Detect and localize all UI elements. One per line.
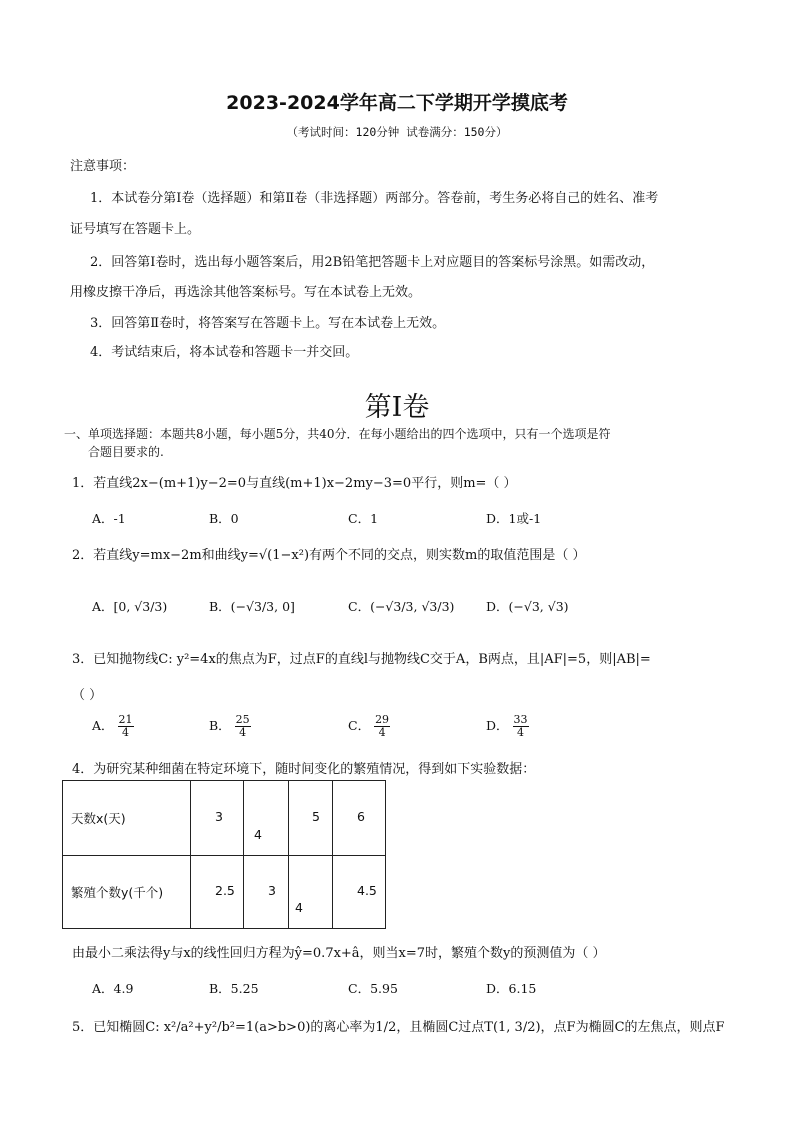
question-4-regression: 由最小二乘法得y与x的线性回归方程为ŷ=0.7x+â，则当x=7时，繁殖个数y的预测值为（ ）: [72, 946, 606, 961]
question-3-paren: （ ）: [72, 688, 103, 703]
experiment-data-table: [62, 780, 386, 929]
notice-heading: 注意事项：: [70, 159, 136, 174]
q3-option-a-label: A．: [92, 718, 114, 733]
day-value-2: 4: [254, 827, 262, 842]
question-3-stem: 3．已知抛物线C: y²=4x的焦点为F，过点F的直线l与抛物线C交于A，B两点，且|AF|=5，则|AB|=: [72, 652, 651, 667]
notice-item-1-line-2: 证号填写在答题卡上。: [70, 222, 201, 237]
q3-option-b-denominator: 4: [239, 726, 247, 739]
exam-info: （考试时间：120分钟 试卷满分：150分）: [286, 125, 508, 139]
table-cell: [63, 856, 191, 929]
table-cell: [333, 781, 386, 856]
question-4-stem: 4．为研究某种细菌在特定环境下，随时间变化的繁殖情况，得到如下实验数据：: [72, 762, 536, 777]
q1-option-c: C．1: [348, 511, 379, 526]
q3-option-a: [92, 714, 134, 739]
q3-option-c-label: C．: [348, 718, 371, 733]
question-5-stem: 5．已知椭圆C: x²/a²+y²/b²=1(a>b>0)的离心率为1/2，且椭圆C过点T(1, 3/2)，点F为椭圆C的左焦点，则点F: [72, 1020, 725, 1035]
notice-item-4: 4．考试结束后，将本试卷和答题卡一并交回。: [90, 345, 359, 360]
q3-option-b: [209, 714, 251, 739]
page-title: 2023-2024学年高二下学期开学摸底考: [226, 92, 568, 114]
table-cell: [244, 856, 289, 929]
q3-option-d-label: D．: [486, 718, 509, 733]
notice-item-2-line-1: 2．回答第Ⅰ卷时，选出每小题答案后，用2B铅笔把答题卡上对应题目的答案标号涂黑。如需改动，: [90, 255, 655, 270]
row-1-label: 天数x(天): [71, 811, 126, 826]
table-row: [63, 781, 386, 856]
q3-option-d-denominator: 4: [517, 726, 525, 739]
q3-option-d-numerator: 33: [513, 713, 528, 726]
notice-item-3: 3．回答第Ⅱ卷时，将答案写在答题卡上。写在本试卷上无效。: [90, 316, 446, 331]
part-instructions-line-1: 一、单项选择题：本题共8小题，每小题5分，共40分．在每小题给出的四个选项中，只有一个选项是符: [64, 427, 611, 441]
count-value-3: 4: [295, 900, 303, 915]
day-value-3: 5: [312, 809, 320, 824]
q3-option-c-numerator: 29: [375, 713, 390, 726]
table-cell: [191, 781, 244, 856]
q3-option-b-label: B．: [209, 718, 231, 733]
q4-option-a: A．4.9: [92, 981, 134, 996]
table-cell: [289, 856, 333, 929]
count-value-4: 4.5: [357, 883, 377, 898]
q1-option-d: D．1或-1: [486, 511, 542, 526]
day-value-4: 6: [357, 809, 365, 824]
q3-option-c: [348, 714, 390, 739]
q3-option-a-numerator: 21: [118, 713, 133, 726]
q4-option-c: C．5.95: [348, 981, 398, 996]
q2-option-b: B．(−√3/3, 0]: [209, 599, 295, 614]
question-1-stem: 1．若直线2x−(m+1)y−2=0与直线(m+1)x−2my−3=0平行，则m=（ ）: [72, 476, 517, 491]
q2-option-d: D．(−√3, √3): [486, 599, 569, 614]
count-value-1: 2.5: [215, 883, 235, 898]
q3-option-a-denominator: 4: [122, 726, 130, 739]
row-2-label: 繁殖个数y(千个): [71, 885, 164, 900]
q4-option-d: D．6.15: [486, 981, 537, 996]
q2-option-c: C．(−√3/3, √3/3): [348, 599, 455, 614]
q1-option-a: A．-1: [92, 511, 126, 526]
q3-option-d: [486, 714, 529, 739]
q2-option-a: A．[0, √3/3): [92, 599, 168, 614]
q3-option-c-denominator: 4: [378, 726, 386, 739]
question-2-stem: 2．若直线y=mx−2m和曲线y=√(1−x²)有两个不同的交点，则实数m的取值范围是（ ）: [72, 548, 586, 563]
table-cell: [244, 781, 289, 856]
table-row: [63, 856, 386, 929]
count-value-2: 3: [268, 883, 276, 898]
table-cell: [63, 781, 191, 856]
table-cell: [333, 856, 386, 929]
q1-option-b: B．0: [209, 511, 239, 526]
q4-option-b: B．5.25: [209, 981, 259, 996]
notice-item-2-line-2: 用橡皮擦干净后，再选涂其他答案标号。写在本试卷上无效。: [70, 285, 422, 300]
day-value-1: 3: [215, 809, 223, 824]
section-title: 第Ⅰ卷: [364, 392, 430, 423]
q3-option-b-numerator: 25: [235, 713, 250, 726]
table-cell: [289, 781, 333, 856]
notice-item-1-line-1: 1．本试卷分第Ⅰ卷（选择题）和第Ⅱ卷（非选择题）两部分。答卷前，考生务必将自己的姓名、准考: [90, 191, 659, 206]
part-instructions-line-2: 合题目要求的.: [88, 445, 164, 459]
table-cell: [191, 856, 244, 929]
